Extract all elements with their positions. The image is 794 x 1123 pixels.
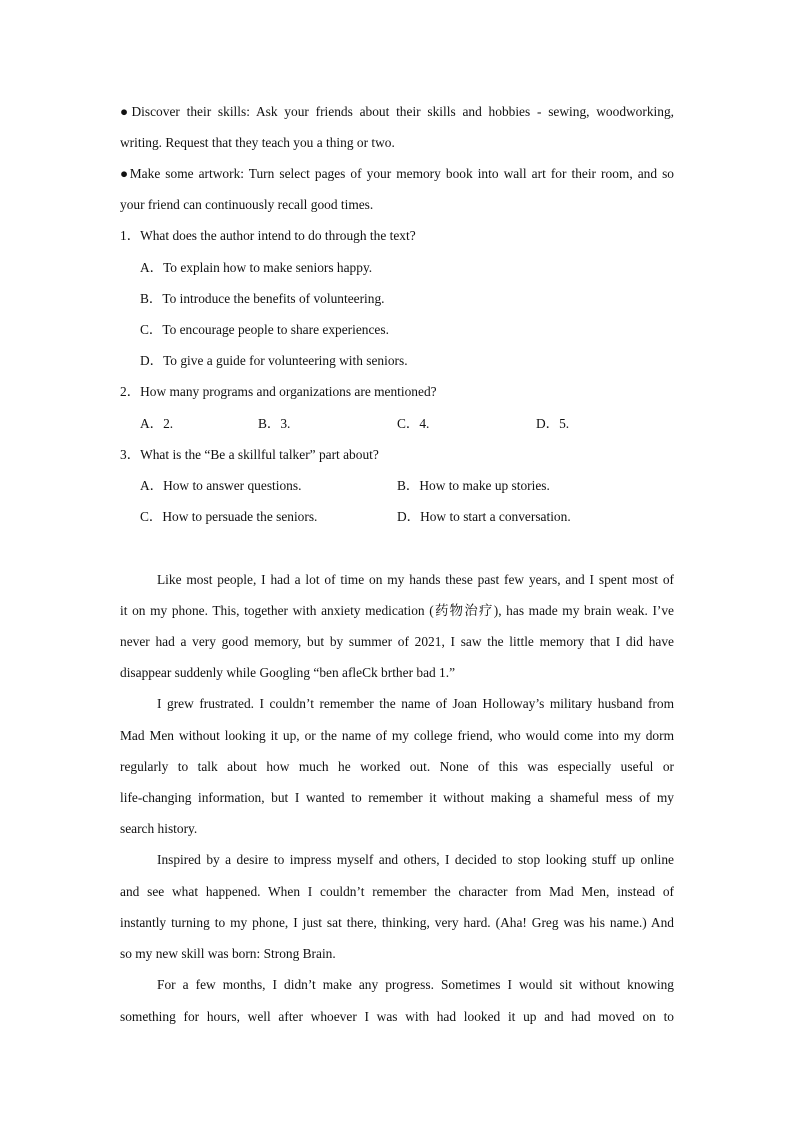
passage-p1-line2: it on my phone. This, together with anxiety medication (药物治疗), has made my brain weak. I’ve xyxy=(120,603,674,618)
option-label: A． xyxy=(140,478,164,493)
q1-option-d xyxy=(140,353,408,369)
passage-p1-line1: Like most people, I had a lot of time on my hands these past few years, and I spent most of xyxy=(157,572,674,587)
passage-p1-line4: disappear suddenly while Googling “ben afleCk brther bad 1.” xyxy=(120,665,456,680)
option-label: C． xyxy=(397,416,420,431)
question-number: 2． xyxy=(120,384,141,399)
option-label: A． xyxy=(140,260,164,275)
option-text: How to answer questions. xyxy=(163,478,302,493)
option-label: C． xyxy=(140,509,163,524)
q3-option-d xyxy=(397,509,571,525)
option-label: C． xyxy=(140,322,163,337)
q2-option-b xyxy=(258,416,290,432)
passage-p3-line1: Inspired by a desire to impress myself and others, I decided to stop looking stuff up online xyxy=(157,852,674,867)
option-label: D． xyxy=(397,509,421,524)
q2-option-a xyxy=(140,416,173,432)
question-text: How many programs and organizations are mentioned? xyxy=(140,384,437,399)
q1-option-b xyxy=(140,291,385,307)
q3-option-a xyxy=(140,478,301,494)
bullet-make-artwork-line1: ●Make some artwork: Turn select pages of your memory book into wall art for their room, and so xyxy=(120,166,674,181)
question-text: What is the “Be a skillful talker” part about? xyxy=(140,447,379,462)
option-text: To encourage people to share experiences. xyxy=(162,322,389,337)
passage-p2-line4: life-changing information, but I wanted to remember it without making a shameful mess of my xyxy=(120,790,674,805)
option-text: 3. xyxy=(280,416,291,431)
passage-p2-line2: Mad Men without looking it up, or the name of my college friend, who would come into my dorm xyxy=(120,728,674,743)
question-1 xyxy=(120,228,416,244)
option-text: To introduce the benefits of volunteering. xyxy=(162,291,385,306)
option-label: B． xyxy=(258,416,281,431)
passage-p4-line1: For a few months, I didn’t make any progress. Sometimes I would sit without knowing xyxy=(157,977,674,992)
question-text: What does the author intend to do through the text? xyxy=(140,228,416,243)
question-2 xyxy=(120,384,437,400)
passage-p3-line2: and see what happened. When I couldn’t remember the character from Mad Men, instead of xyxy=(120,884,674,899)
q2-option-c xyxy=(397,416,429,432)
q3-option-b xyxy=(397,478,550,494)
passage-p4-line2: something for hours, well after whoever I was with had looked it up and had moved on to xyxy=(120,1009,674,1024)
option-text: 4. xyxy=(419,416,430,431)
q1-option-a xyxy=(140,260,372,276)
passage-p3-line4: so my new skill was born: Strong Brain. xyxy=(120,946,336,961)
bullet-discover-skills-line2: writing. Request that they teach you a thing or two. xyxy=(120,135,395,150)
option-text: How to start a conversation. xyxy=(420,509,571,524)
option-label: A． xyxy=(140,416,164,431)
option-label: B． xyxy=(140,291,163,306)
passage-p2-line3: regularly to talk about how much he worked out. None of this was especially useful or xyxy=(120,759,674,774)
question-number: 3． xyxy=(120,447,141,462)
q3-option-c xyxy=(140,509,317,525)
bullet-make-artwork-line2: your friend can continuously recall good times. xyxy=(120,197,374,212)
question-3 xyxy=(120,447,379,463)
passage-p2-line1: I grew frustrated. I couldn’t remember the name of Joan Holloway’s military husband from xyxy=(157,696,674,711)
q1-option-c xyxy=(140,322,389,338)
option-label: D． xyxy=(140,353,164,368)
option-text: How to persuade the seniors. xyxy=(162,509,318,524)
option-label: D． xyxy=(536,416,560,431)
option-text: To give a guide for volunteering with seniors. xyxy=(163,353,408,368)
bullet-discover-skills-line1: ●Discover their skills: Ask your friends about their skills and hobbies - sewing, woodworking, xyxy=(120,104,674,119)
passage-p3-line3: instantly turning to my phone, I just sat there, thinking, very hard. (Aha! Greg was his name.) And xyxy=(120,915,674,930)
q2-option-d xyxy=(536,416,569,432)
question-number: 1． xyxy=(120,228,141,243)
option-text: To explain how to make seniors happy. xyxy=(163,260,373,275)
passage-p2-line5: search history. xyxy=(120,821,198,836)
option-text: 5. xyxy=(559,416,570,431)
option-text: How to make up stories. xyxy=(419,478,550,493)
passage-p1-line3: never had a very good memory, but by summer of 2021, I saw the little memory that I did have xyxy=(120,634,674,649)
option-label: B． xyxy=(397,478,420,493)
option-text: 2. xyxy=(163,416,174,431)
